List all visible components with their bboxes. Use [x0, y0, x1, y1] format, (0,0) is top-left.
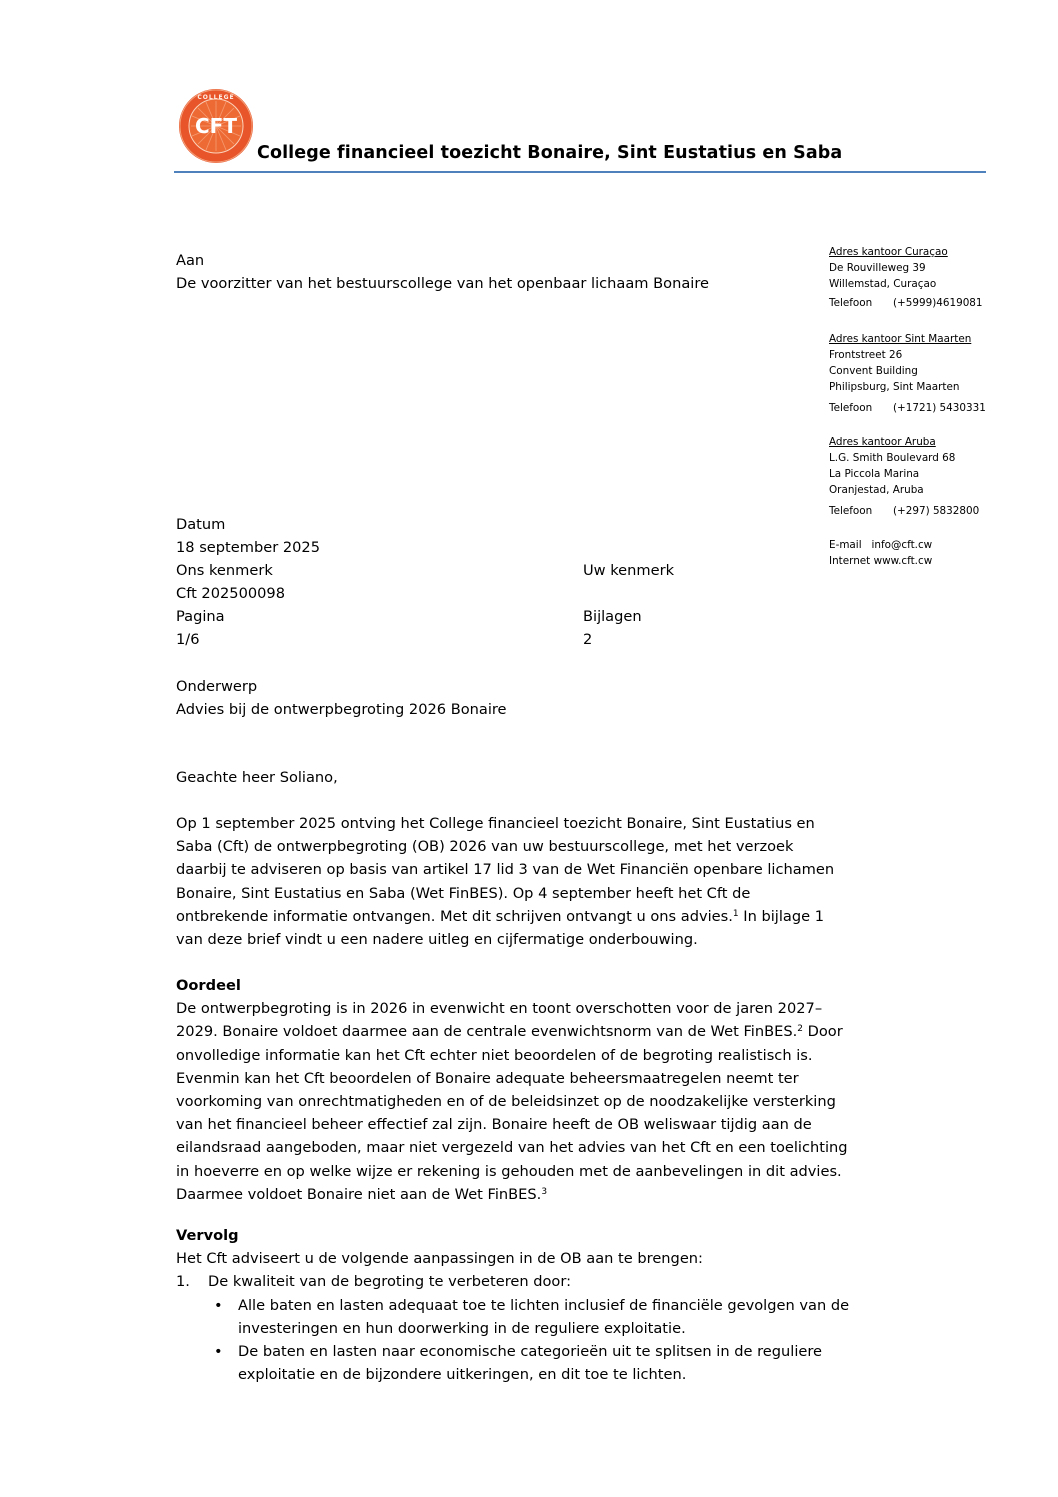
bullet-list	[176, 1294, 916, 1387]
paragraph-line: voorkoming van onrechtmatigheden en of de beleidsinzet op de noodzakelijke versterking	[176, 1093, 836, 1111]
recipient-name: De voorzitter van het bestuurscollege van het openbaar lichaam Bonaire	[176, 275, 710, 292]
list-item: 1. De kwaliteit van de begroting te verbeteren door: • Alle baten en lasten adequaat toe te lichten inclusief de financiële gevolgen van de investeringen en hun doorwerking in de reguliere exploitatie. • De baten en lasten naar economische categorieën uit te splitsen in de reguliere exploitatie en de bijzondere uitkeringen, en dit toe te lichten.	[176, 1270, 916, 1386]
your-reference-label: Uw kenmerk	[583, 562, 675, 579]
svg-text:COLLEGE: COLLEGE	[197, 94, 235, 101]
office-address-line: Philipsburg, Sint Maarten	[829, 381, 960, 393]
paragraph-line: Saba (Cft) de ontwerpbegroting (OB) 2026 van uw bestuurscollege, met het verzoek	[176, 838, 794, 856]
oordeel-section	[176, 974, 916, 1206]
paragraph-line: Evenmin kan het Cft beoordelen of Bonaire adequate beheersmaatregelen neemt ter	[176, 1069, 799, 1087]
subject-label: Onderwerp	[176, 678, 258, 695]
bullet-item: • Alle baten en lasten adequaat toe te lichten inclusief de financiële gevolgen van de investeringen en hun doorwerking in de reguliere exploitatie.	[238, 1294, 916, 1340]
paragraph-line: van het financieel beheer effectief zal zijn. Bonaire heeft de OB weliswaar tijdig aan de	[176, 1116, 812, 1134]
office-phone: Telefoon (+5999)4619081	[829, 297, 983, 309]
office-title: Adres kantoor Curaçao	[829, 246, 948, 258]
footnote-ref-1[interactable]: 1	[732, 908, 739, 919]
office-address-line: Willemstad, Curaçao	[829, 278, 937, 290]
svg-text:CFT: CFT	[195, 114, 237, 138]
office-sint-maarten	[829, 331, 986, 416]
paragraph-line: 2029. Bonaire voldoet daarmee aan de centrale evenwichtsnorm van de Wet FinBES.$^2$ Door	[176, 1023, 843, 1041]
section-heading: Vervolg	[176, 1227, 239, 1244]
page-label: Pagina	[176, 608, 225, 625]
office-address-line: L.G. Smith Boulevard 68	[829, 452, 956, 464]
paragraph-line: ontbrekende informatie ontvangen. Met dit schrijven ontvangt u ons advies.$^1$ In bijlage 1	[176, 907, 825, 925]
salutation: Geachte heer Soliano,	[176, 769, 338, 786]
attachments-label: Bijlagen	[583, 608, 642, 625]
section-heading: Oordeel	[176, 977, 241, 994]
vervolg-section	[176, 1224, 916, 1386]
cft-logo-icon	[178, 88, 254, 164]
paragraph-line: van deze brief vindt u een nadere uitleg en cijfermatige onderbouwing.	[176, 931, 698, 949]
office-address-line: Frontstreet 26	[829, 349, 903, 361]
website-link[interactable]: www.cft.cw	[873, 555, 933, 567]
intro-paragraph	[176, 812, 916, 951]
paragraph-line: De ontwerpbegroting is in 2026 in evenwicht en toont overschotten voor de jaren 2027–	[176, 1000, 823, 1018]
bullet-icon: •	[214, 1343, 223, 1361]
paragraph-line: Bonaire, Sint Eustatius en Saba (Wet FinBES). Op 4 september heeft het Cft de	[176, 884, 751, 902]
office-title: Adres kantoor Aruba	[829, 436, 936, 448]
office-address-line: Convent Building	[829, 365, 918, 377]
office-address-line: La Piccola Marina	[829, 468, 920, 480]
office-title: Adres kantoor Sint Maarten	[829, 333, 972, 345]
recipient-label: Aan	[176, 252, 205, 269]
organization-title: College financieel toezicht Bonaire, Sint Eustatius en Saba	[257, 143, 843, 163]
paragraph-line: Daarmee voldoet Bonaire niet aan de Wet FinBES.$^3$	[176, 1185, 548, 1203]
email-link[interactable]: info@cft.cw	[871, 539, 933, 551]
office-phone: Telefoon (+1721) 5430331	[829, 402, 986, 414]
our-reference-value: Cft 202500098	[176, 585, 285, 602]
office-aruba	[829, 434, 979, 519]
office-phone: Telefoon (+297) 5832800	[829, 505, 980, 517]
bullet-item: • De baten en lasten naar economische categorieën uit te splitsen in de reguliere exploitatie en de bijzondere uitkeringen, en dit toe te lichten.	[238, 1340, 916, 1386]
footnote-ref-2[interactable]: 2	[797, 1024, 803, 1035]
email-row: E-mail info@cft.cw	[829, 539, 933, 551]
numbered-list	[176, 1270, 916, 1386]
paragraph-line: onvolledige informatie kan het Cft echter niet beoordelen of de begroting realistisch is.	[176, 1046, 813, 1064]
our-reference-label: Ons kenmerk	[176, 562, 273, 579]
paragraph-line: daarbij te adviseren op basis van artikel 17 lid 3 van de Wet Financiën openbare lichamen	[176, 861, 835, 879]
paragraph-line: Op 1 september 2025 ontving het College financieel toezicht Bonaire, Sint Eustatius en	[176, 815, 815, 832]
paragraph-line: eilandsraad aangeboden, maar niet vergezeld van het advies van het Cft en een toelichting	[176, 1139, 848, 1157]
office-curacao	[829, 244, 983, 311]
paragraph-line: in hoeverre en op welke wijze er rekening is gehouden met de aanbevelingen in dit advies.	[176, 1162, 842, 1180]
header-divider	[174, 171, 986, 173]
date-value: 18 september 2025	[176, 539, 320, 556]
footnote-ref-3[interactable]: 3	[541, 1186, 548, 1197]
office-address-line: De Rouvilleweg 39	[829, 262, 926, 274]
contact-info	[829, 537, 932, 569]
page-value: 1/6	[176, 631, 200, 648]
vervolg-intro: Het Cft adviseert u de volgende aanpassingen in de OB aan te brengen:	[176, 1250, 703, 1268]
subject-value: Advies bij de ontwerpbegroting 2026 Bonaire	[176, 701, 507, 718]
date-label: Datum	[176, 516, 226, 533]
list-number: 1.	[176, 1273, 190, 1291]
internet-row: Internet www.cft.cw	[829, 555, 933, 567]
office-address-line: Oranjestad, Aruba	[829, 484, 924, 496]
bullet-icon: •	[214, 1296, 223, 1314]
attachments-value: 2	[583, 631, 593, 648]
